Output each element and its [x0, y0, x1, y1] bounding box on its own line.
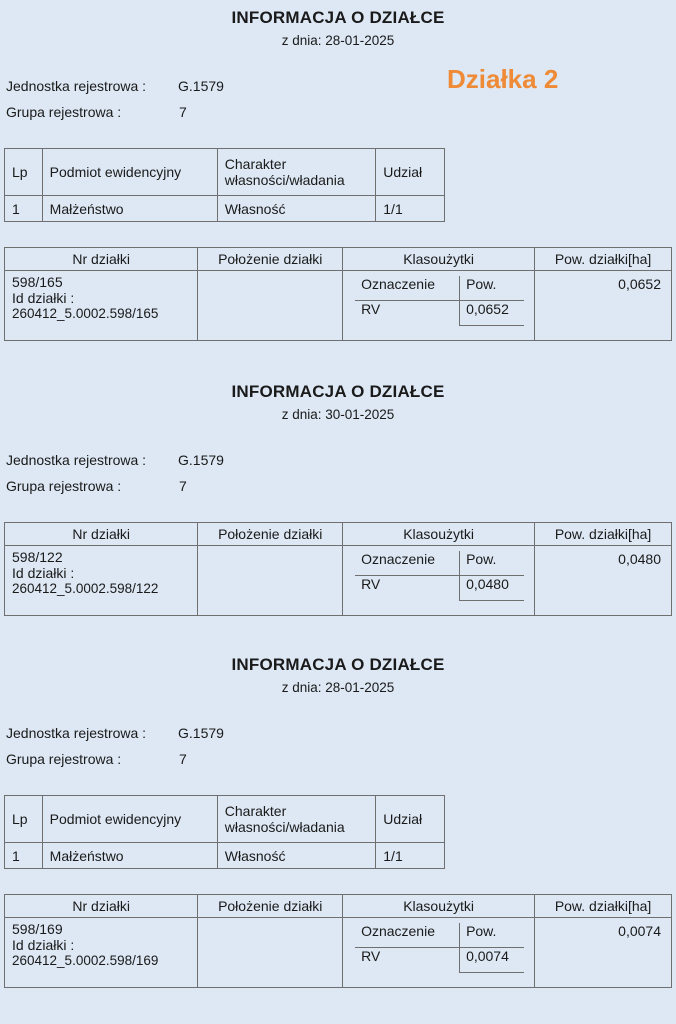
- owner-header-1: Podmiot ewidencyjny: [42, 796, 217, 843]
- owner-lp: 1: [5, 843, 43, 869]
- owner-row: [5, 843, 445, 869]
- info-section: [0, 655, 676, 968]
- plot-area: 0,0652: [535, 271, 672, 341]
- klas-header-oznaczenie: Oznaczenie: [355, 276, 460, 301]
- grupa-value: 7: [179, 751, 187, 767]
- klas-oznaczenie: RV: [355, 948, 460, 973]
- jednostka-label: Jednostka rejestrowa :: [6, 725, 147, 741]
- plot-header-0: Nr działki: [5, 248, 198, 271]
- plot-table: [4, 247, 672, 341]
- plot-id-label: Id działki :: [12, 290, 75, 306]
- plot-row: [5, 546, 672, 616]
- plot-number: 598/122: [12, 549, 63, 565]
- owner-podmiot: Małżeństwo: [42, 843, 217, 869]
- plot-header-3: Pow. działki[ha]: [535, 895, 672, 918]
- plot-id-label: Id działki :: [12, 937, 75, 953]
- grupa-label: Grupa rejestrowa :: [6, 751, 122, 767]
- plot-header-0: Nr działki: [5, 895, 198, 918]
- owner-udzial: 1/1: [376, 843, 445, 869]
- plot-id: 260412_5.0002.598/169: [12, 953, 159, 968]
- plot-number-cell: [5, 918, 198, 988]
- section-date: z dnia: 30-01-2025: [281, 407, 395, 422]
- klasouzytki-table: [355, 551, 524, 601]
- plot-header-0: Nr działki: [5, 523, 198, 546]
- jednostka-value: G.1579: [178, 452, 224, 468]
- owner-udzial: 1/1: [376, 196, 445, 222]
- owner-podmiot: Małżeństwo: [42, 196, 217, 222]
- owner-header-0: Lp: [5, 149, 43, 196]
- owner-header-2: Charakter własności/władania: [217, 796, 375, 843]
- klas-header-pow: Pow.: [460, 276, 525, 301]
- klasouzytki-cell: [343, 546, 535, 616]
- grupa-value: 7: [179, 104, 187, 120]
- plot-header-3: Pow. działki[ha]: [535, 523, 672, 546]
- plot-table: [4, 522, 672, 616]
- klasouzytki-cell: [343, 918, 535, 988]
- plot-number-cell: [5, 271, 198, 341]
- section-title: INFORMACJA O DZIAŁCE: [231, 382, 445, 401]
- section-title: INFORMACJA O DZIAŁCE: [231, 655, 445, 674]
- plot-header-2: Klasoużytki: [343, 895, 535, 918]
- plot-location: [198, 546, 343, 616]
- plot-id: 260412_5.0002.598/165: [12, 306, 159, 321]
- jednostka-row: [6, 725, 224, 741]
- jednostka-row: [6, 452, 224, 468]
- plot-id-label: Id działki :: [12, 565, 75, 581]
- owner-header-3: Udział: [376, 796, 445, 843]
- grupa-label: Grupa rejestrowa :: [6, 104, 122, 120]
- owner-header-0: Lp: [5, 796, 43, 843]
- jednostka-row: [6, 78, 224, 94]
- klas-pow: 0,0652: [460, 301, 525, 326]
- owner-table: [4, 795, 445, 869]
- klas-pow: 0,0074: [460, 948, 525, 973]
- plot-badge: Działka 2: [447, 64, 559, 94]
- plot-header-1: Położenie działki: [198, 523, 343, 546]
- section-title: INFORMACJA O DZIAŁCE: [231, 8, 445, 27]
- plot-number-cell: [5, 546, 198, 616]
- plot-header-2: Klasoużytki: [343, 523, 535, 546]
- jednostka-value: G.1579: [178, 78, 224, 94]
- plot-area: 0,0074: [535, 918, 672, 988]
- owner-row: [5, 196, 445, 222]
- section-date: z dnia: 28-01-2025: [281, 680, 395, 695]
- jednostka-label: Jednostka rejestrowa :: [6, 78, 147, 94]
- plot-number: 598/169: [12, 921, 63, 937]
- owner-charakter: Własność: [217, 196, 375, 222]
- plot-row: [5, 271, 672, 341]
- klas-header-pow: Pow.: [460, 551, 525, 576]
- klas-header-oznaczenie: Oznaczenie: [355, 551, 460, 576]
- jednostka-label: Jednostka rejestrowa :: [6, 452, 147, 468]
- plot-table: [4, 894, 672, 988]
- klasouzytki-table: [355, 276, 524, 326]
- grupa-row: [6, 104, 187, 120]
- klas-oznaczenie: RV: [355, 576, 460, 601]
- klas-header-pow: Pow.: [460, 923, 525, 948]
- plot-row: [5, 918, 672, 988]
- grupa-row: [6, 478, 187, 494]
- owner-header-3: Udział: [376, 149, 445, 196]
- jednostka-value: G.1579: [178, 725, 224, 741]
- info-section: [0, 382, 676, 596]
- grupa-value: 7: [179, 478, 187, 494]
- plot-header-1: Położenie działki: [198, 248, 343, 271]
- owner-charakter: Własność: [217, 843, 375, 869]
- klasouzytki-cell: [343, 271, 535, 341]
- plot-header-2: Klasoużytki: [343, 248, 535, 271]
- plot-location: [198, 918, 343, 988]
- owner-header-2: Charakter własności/władania: [217, 149, 375, 196]
- owner-lp: 1: [5, 196, 43, 222]
- plot-area: 0,0480: [535, 546, 672, 616]
- klas-oznaczenie: RV: [355, 301, 460, 326]
- grupa-label: Grupa rejestrowa :: [6, 478, 122, 494]
- plot-header-1: Położenie działki: [198, 895, 343, 918]
- klas-header-oznaczenie: Oznaczenie: [355, 923, 460, 948]
- grupa-row: [6, 751, 187, 767]
- plot-id: 260412_5.0002.598/122: [12, 581, 159, 596]
- plot-number: 598/165: [12, 274, 63, 290]
- klas-pow: 0,0480: [460, 576, 525, 601]
- section-date: z dnia: 28-01-2025: [281, 33, 395, 48]
- owner-table: [4, 148, 445, 222]
- owner-header-1: Podmiot ewidencyjny: [42, 149, 217, 196]
- plot-header-3: Pow. działki[ha]: [535, 248, 672, 271]
- plot-location: [198, 271, 343, 341]
- klasouzytki-table: [355, 923, 524, 973]
